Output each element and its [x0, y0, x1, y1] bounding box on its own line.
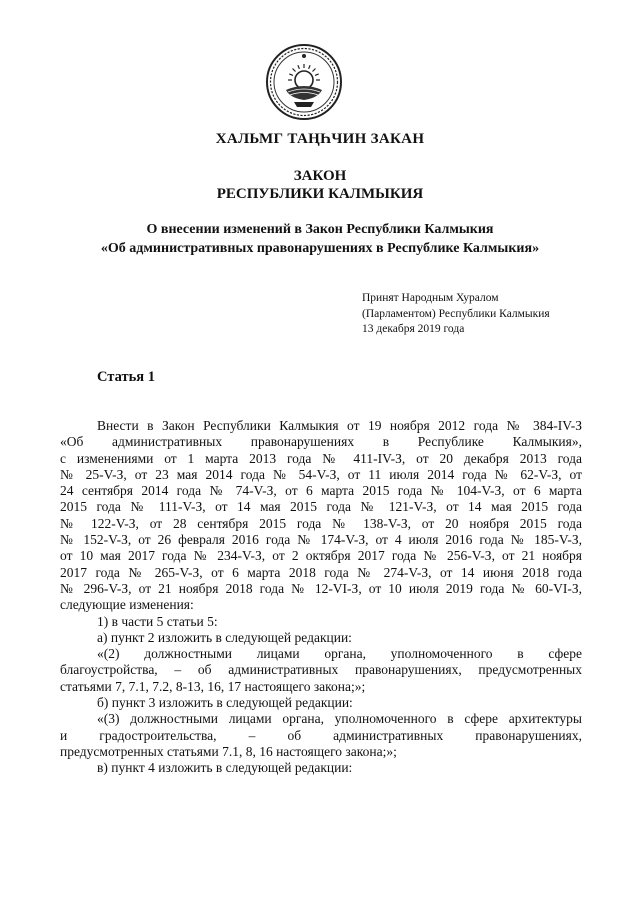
- list-item-c: в) пункт 4 изложить в следующей редакции:: [97, 760, 353, 776]
- intro-line: 24 сентября 2014 года № 74-V-З, от 6 марта 2015 года № 104-V-З, от 6 марта: [60, 483, 582, 499]
- law-subject-line-2: «Об административных правонарушениях в Республике Калмыкия»: [100, 241, 540, 256]
- quote-line: «(3) должностными лицами органа, уполномоченного в сфере архитектуры: [97, 711, 582, 727]
- intro-line: от 10 мая 2017 года № 234-V-З, от 2 октября 2017 года № 256-V-З, от 21 ноября: [60, 548, 582, 564]
- adoption-date: 13 декабря 2019 года: [362, 323, 465, 335]
- list-item-b: б) пункт 3 изложить в следующей редакции:: [97, 695, 353, 711]
- quote-line: благоустройства, – об административных правонарушениях, предусмотренных: [60, 662, 582, 678]
- intro-line: № 152-V-З, от 26 февраля 2016 года № 174-V-З, от 4 июля 2016 года № 185-V-З,: [60, 532, 582, 548]
- intro-line: № 122-V-З, от 28 сентября 2015 года № 138-V-З, от 20 ноября 2015 года: [60, 515, 582, 531]
- law-heading: ЗАКОН: [293, 168, 347, 184]
- intro-line: № 25-V-З, от 23 мая 2014 года № 54-V-З, от 11 июля 2014 года № 62-V-З, от: [60, 466, 582, 482]
- quote-line: «(2) должностными лицами органа, уполномоченного в сфере: [97, 646, 582, 662]
- republic-heading: РЕСПУБЛИКИ КАЛМЫКИЯ: [216, 186, 424, 202]
- adoption-line-1: Принят Народным Хуралом: [362, 292, 499, 304]
- intro-line: следующие изменения:: [60, 597, 194, 613]
- law-subject-line-1: О внесении изменений в Закон Республики Калмыкия: [146, 222, 494, 237]
- kalmykia-coat-of-arms-icon: [264, 42, 344, 122]
- quote-line: и градостроительства, – об административных правонарушениях,: [60, 727, 582, 743]
- intro-line: «Об административных правонарушениях в Республике Калмыкия»,: [60, 434, 582, 450]
- article-title: Статья 1: [97, 369, 155, 385]
- intro-line: 2017 года № 265-V-З, от 6 марта 2018 года № 274-V-З, от 14 июня 2018 года: [60, 564, 582, 580]
- quote-line: статьями 7, 7.1, 7.2, 8-13, 16, 17 настоящего закона;»;: [60, 678, 366, 694]
- adoption-note: [362, 291, 550, 338]
- list-item-a: а) пункт 2 изложить в следующей редакции:: [97, 629, 352, 645]
- list-item-1: 1) в части 5 статьи 5:: [97, 613, 218, 629]
- kalmyk-law-title: ХАЛЬМГ ТАҢҺЧИН ЗАКАН: [215, 131, 425, 147]
- quote-line: предусмотренных статьями 7.1, 8, 16 настоящего закона;»;: [60, 743, 397, 759]
- intro-line: № 296-V-З, от 21 ноября 2018 года № 12-VI-З, от 10 июля 2019 года № 60-VI-З,: [60, 580, 582, 596]
- intro-line: с изменениями от 1 марта 2013 года № 411-IV-З, от 20 декабря 2013 года: [60, 450, 582, 466]
- adoption-line-2: (Парламентом) Республики Калмыкия: [362, 307, 550, 320]
- intro-line: Внести в Закон Республики Калмыкия от 19 ноября 2012 года № 384-IV-З: [97, 418, 582, 433]
- intro-line: 2015 года № 111-V-З, от 14 мая 2015 года № 121-V-З, от 14 мая 2015 года: [60, 499, 582, 515]
- article-body: [60, 418, 582, 777]
